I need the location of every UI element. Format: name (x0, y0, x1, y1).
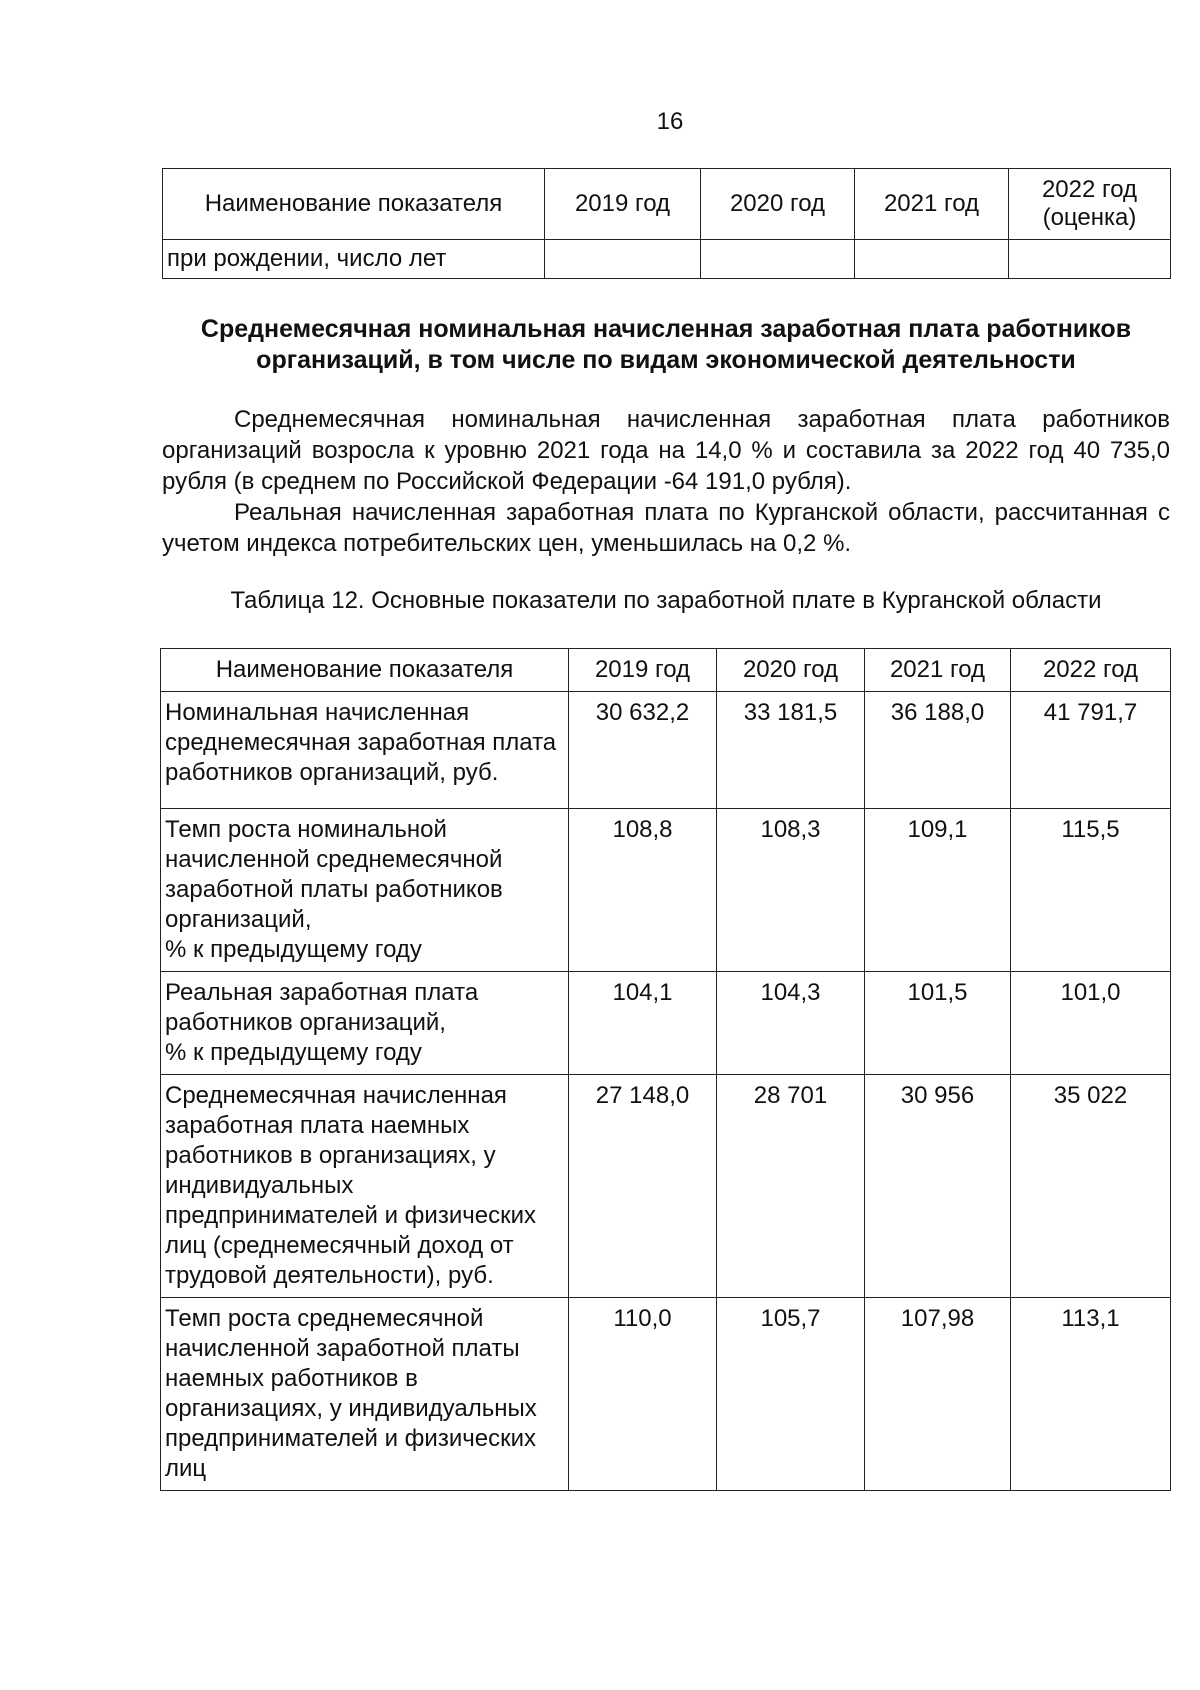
section-heading (162, 314, 1170, 376)
table-caption: Таблица 12. Основные показатели по заработной плате в Курганской области (230, 587, 1102, 614)
top-header-name: Наименование показателя (163, 169, 545, 240)
page-number: 16 (656, 108, 684, 135)
table-row (161, 972, 1171, 1075)
row-label: Номинальная начисленная среднемесячная заработная плата работников организаций, руб. (161, 692, 569, 809)
table-cell: 27 148,0 (569, 1075, 717, 1298)
table-cell: 41 791,7 (1011, 692, 1171, 809)
table-cell: 105,7 (717, 1298, 865, 1491)
table-cell (855, 240, 1009, 279)
main-header-2022: 2022 год (1011, 649, 1171, 692)
table-cell: 101,0 (1011, 972, 1171, 1075)
table-cell: 30 632,2 (569, 692, 717, 809)
table-cell: при рождении, число лет (163, 240, 545, 279)
section-heading-line: организаций, в том числе по видам экономической деятельности (256, 346, 1076, 374)
main-table-header-row (161, 649, 1171, 692)
row-label: Среднемесячная начисленная заработная плата наемных работников в организациях, у индивидуальных предпринимателей и физических лиц (среднемесячный доход от трудовой деятельности), руб. (161, 1075, 569, 1298)
top-table-header-row (163, 169, 1171, 240)
table-cell (1009, 240, 1171, 279)
section-body (162, 404, 1170, 559)
table-cell (545, 240, 701, 279)
table-cell: 104,1 (569, 972, 717, 1075)
row-label: Реальная заработная плата работников организаций, % к предыдущему году (161, 972, 569, 1075)
table-cell: 109,1 (865, 809, 1011, 972)
main-header-name: Наименование показателя (161, 649, 569, 692)
table-row (161, 692, 1171, 809)
main-table (160, 648, 1171, 1491)
table-cell: 113,1 (1011, 1298, 1171, 1491)
main-header-2019: 2019 год (569, 649, 717, 692)
table-cell: 36 188,0 (865, 692, 1011, 809)
row-label: Темп роста среднемесячной начисленной заработной платы наемных работников в организациях, у индивидуальных предпринимателей и физических лиц (161, 1298, 569, 1491)
paragraph: Среднемесячная номинальная начисленная заработная плата работников организаций возросла к уровню 2021 года на 14,0 % и составила за 2022 год 40 735,0 рубля (в среднем по Российской Федерации -64 191,0 рубля). (162, 406, 1170, 495)
table-cell: 110,0 (569, 1298, 717, 1491)
top-header-2022: 2022 год (оценка) (1009, 169, 1171, 240)
section-heading-line: Среднемесячная номинальная начисленная заработная плата работников (200, 315, 1132, 343)
table-row (161, 1298, 1171, 1491)
table-cell: 30 956 (865, 1075, 1011, 1298)
table-cell (701, 240, 855, 279)
table-row (161, 809, 1171, 972)
main-header-2021: 2021 год (865, 649, 1011, 692)
top-table (162, 168, 1171, 279)
main-header-2020: 2020 год (717, 649, 865, 692)
table-cell: 104,3 (717, 972, 865, 1075)
table-cell: 28 701 (717, 1075, 865, 1298)
table-cell: 33 181,5 (717, 692, 865, 809)
table-cell: 108,8 (569, 809, 717, 972)
table-cell: 108,3 (717, 809, 865, 972)
table-row (161, 1075, 1171, 1298)
table-cell: 107,98 (865, 1298, 1011, 1491)
top-header-2021: 2021 год (855, 169, 1009, 240)
table-row (163, 240, 1171, 279)
table-cell: 115,5 (1011, 809, 1171, 972)
top-header-2020: 2020 год (701, 169, 855, 240)
table-cell: 35 022 (1011, 1075, 1171, 1298)
table-cell: 101,5 (865, 972, 1011, 1075)
paragraph: Реальная начисленная заработная плата по Курганской области, рассчитанная с учетом индекса потребительских цен, уменьшилась на 0,2 %. (162, 499, 1170, 557)
top-header-2019: 2019 год (545, 169, 701, 240)
row-label: Темп роста номинальной начисленной среднемесячной заработной платы работников организаций, % к предыдущему году (161, 809, 569, 972)
